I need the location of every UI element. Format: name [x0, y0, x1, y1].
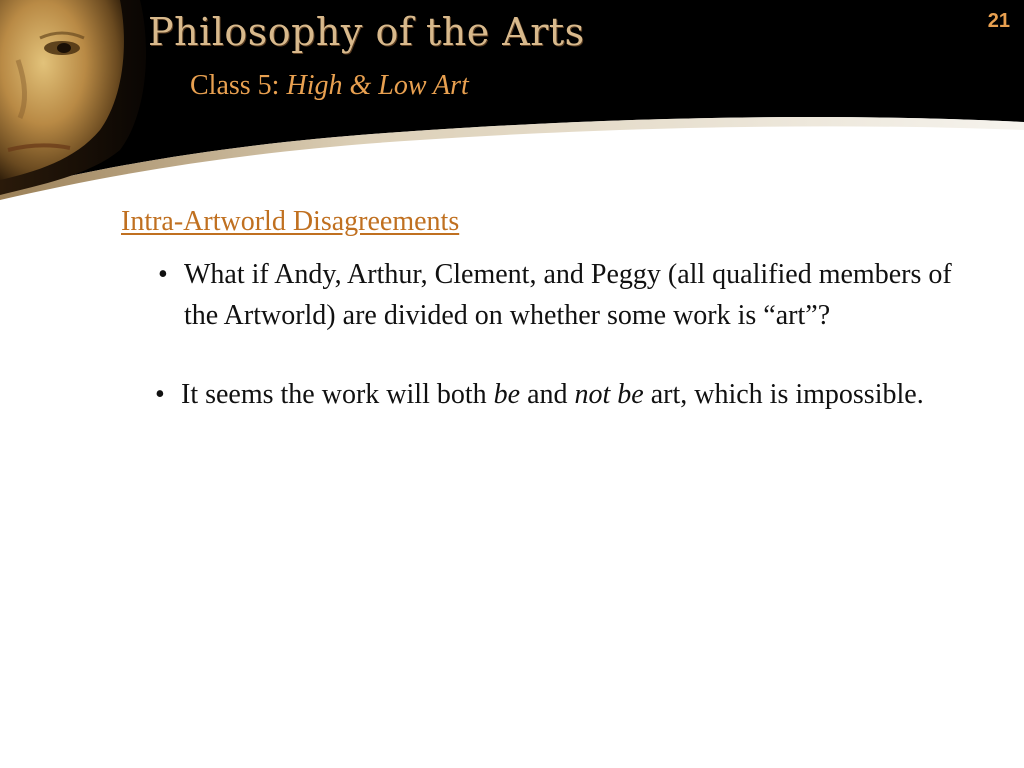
bullet-text-1: What if Andy, Arthur, Clement, and Peggy (all qualified members of the Artworld) are divided on whether some work is “art”?: [184, 259, 952, 331]
section-heading: Intra-Artworld Disagreements: [121, 206, 460, 237]
class-topic: High & Low Art: [286, 70, 469, 101]
class-subtitle: [190, 70, 469, 102]
bullet-text-2-em1: be: [493, 379, 521, 410]
bullet-item-1: [158, 254, 974, 336]
bullet-text-2-part1: It seems the work will both: [181, 379, 494, 410]
bullet-text-2-part3: art, which is impossible.: [643, 379, 924, 410]
class-prefix: Class 5:: [190, 70, 287, 101]
series-title: Philosophy of the Arts: [148, 10, 585, 54]
bullet-dot: •: [155, 379, 165, 410]
bullet-dot: •: [158, 259, 168, 290]
bullet-text-2-em2: not be: [574, 379, 644, 410]
slide-number: 21: [987, 10, 1010, 32]
bullet-item-2: [155, 374, 981, 415]
bullet-text-2-part2: and: [520, 379, 575, 410]
